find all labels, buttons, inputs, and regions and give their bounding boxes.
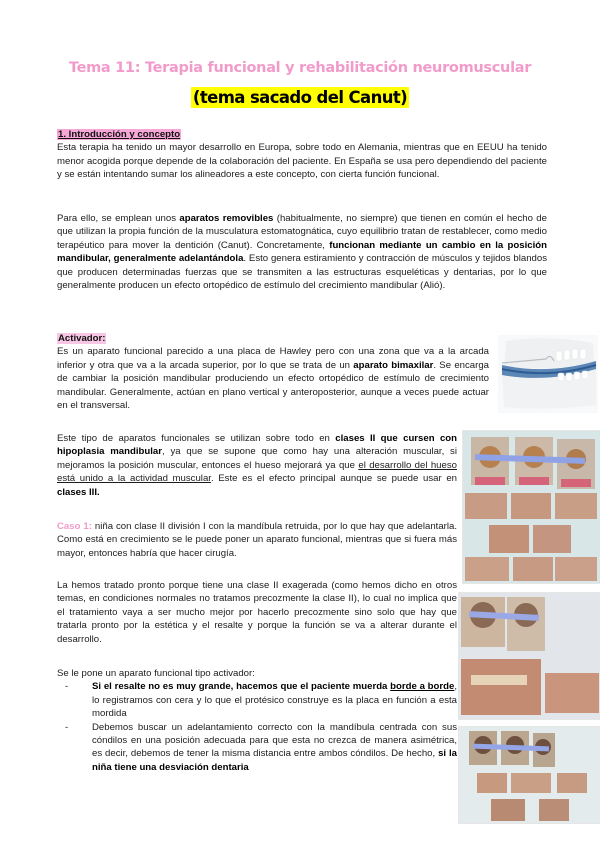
bullet-list <box>57 680 457 774</box>
section-heading: 1. Introducción y concepto <box>58 129 181 140</box>
text: , lo registramos con cera y lo que el protésico construye es la placa en función a esta mordida <box>92 681 457 720</box>
text: Debemos buscar un adelantamiento correcto con la mandíbula centrada con sus cóndilos en una posición adecuada para que esta no crezca de manera asimétrica, es decir, debemos de tener la misma distancia entre ambos cóndilos. De hecho, <box>92 721 457 760</box>
text: Se le pone un aparato funcional tipo activador: <box>57 668 255 679</box>
bold-text: aparato bimaxilar <box>353 359 434 371</box>
bold-text: funcionan mediante un cambio en la posición mandibular, generalmente adelantándola <box>57 239 547 265</box>
text: Es un aparato funcional parecido a una placa de Hawley pero con una zona que va a la arcada inferior y otra que va a la arcada superior, por lo que se trata de un <box>57 346 489 371</box>
paragraph-indicaciones <box>57 432 457 499</box>
text: La hemos tratado pronto porque tiene una clase II exagerada (como hemos dicho en otros temas, en condiciones normales no tratamos precozmente la clase II), lo cual no implica que el tratamiento vaya a ser mucho mejor por hacerlo precozmente sino solo que hay que tratarla pronto por la estética y el resalte y porque la función se va a alterar durante el desarrollo. <box>57 580 457 645</box>
bold-text: clases III. <box>57 486 100 498</box>
paragraph: Esta terapia ha tenido un mayor desarrollo en Europa, sobre todo en Alemania, mientras que en EEUU ha tenido menor acogida porque depende de la colaboración del paciente. En España se usa pero dependiendo del paciente y se están intentando sumar los alineadores a este concepto, con cierta función funcional. <box>57 142 547 181</box>
bold-text: clases II que cursen con hipoplasia mandibular <box>57 433 457 458</box>
caso-label: Caso 1: <box>57 521 92 532</box>
paragraph-activador-tipo <box>57 667 457 774</box>
paragraph-tratamiento-precoz <box>57 579 457 646</box>
text: . Este es el efecto principal aunque se puede usar en <box>210 473 457 485</box>
activator-model-icon <box>498 335 598 413</box>
bold-text: aparatos removibles <box>179 213 274 224</box>
text: Este tipo de aparatos funcionales se utilizan sobre todo en <box>57 433 336 444</box>
section-heading: Activador: <box>58 333 106 344</box>
case-1-initial-records-collage <box>462 430 600 584</box>
text: Para ello, se emplean unos <box>57 213 180 224</box>
bold-text: si la niña tiene una desviación dentaria <box>92 748 457 773</box>
bold-text: Si el resalte no es muy grande, hacemos que el paciente muerda <box>92 681 391 693</box>
text: . Se encarga de cambiar la posición mandibular produciendo un efecto ortopédico de estímulo de crecimiento mandibular. Generalmente, actúan en plano vertical y anteroposterior, aunque a veces puede actuar en el transversal. <box>57 359 489 412</box>
case-1-final-records-collage <box>458 726 600 824</box>
bold-underlined-text: borde a borde <box>390 681 455 693</box>
text: . Esto genera estiramiento y contracción de músculos y tejidos blandos que producen determinadas fuerzas que se transmiten a las estructuras esqueléticas y dentarias, por lo que generalmente producen un efecto ortopédico de estímulo del crecimiento mandibular (Alió). <box>57 253 547 292</box>
page-title: Tema 11: Terapia funcional y rehabilitación neuromuscular <box>68 60 532 76</box>
subtitle-container <box>0 87 600 108</box>
underlined-text: el desarrollo del hueso está unido a la actividad muscular <box>57 459 457 485</box>
activator-appliance-photo <box>498 335 598 413</box>
section-introduccion <box>57 128 547 182</box>
list-item <box>57 680 457 720</box>
clinical-photos-icon <box>459 593 600 719</box>
list-item <box>57 721 457 775</box>
clinical-photos-icon <box>463 431 600 583</box>
paragraph-caso-1 <box>57 520 457 560</box>
section-activador <box>57 332 489 412</box>
clinical-photos-icon <box>459 727 600 823</box>
text: , ya que se supone que como hay una alteración muscular, si mejoramos la posición muscular, entonces el hueso mejorará ya que <box>57 446 457 471</box>
case-1-progress-collage <box>458 592 600 720</box>
paragraph-aparatos <box>57 212 547 292</box>
text: niña con clase II división I con la mandíbula retruida, por lo que hay que adelantarla. Como está en crecimiento se le puede poner un aparato funcional, mientras que si fuera más mayor, entonces habría que hacer cirugía. <box>57 521 458 559</box>
page-subtitle: (tema sacado del Canut) <box>192 88 408 107</box>
text: (habitualmente, no siempre) que tienen en común el hecho de que utilizan la propia función de la musculatura estomatognática, cuyo equilibrio tratan de restablecer, como medio terapéutico para mover la dentición (Canut). Concretamente, <box>57 213 547 251</box>
